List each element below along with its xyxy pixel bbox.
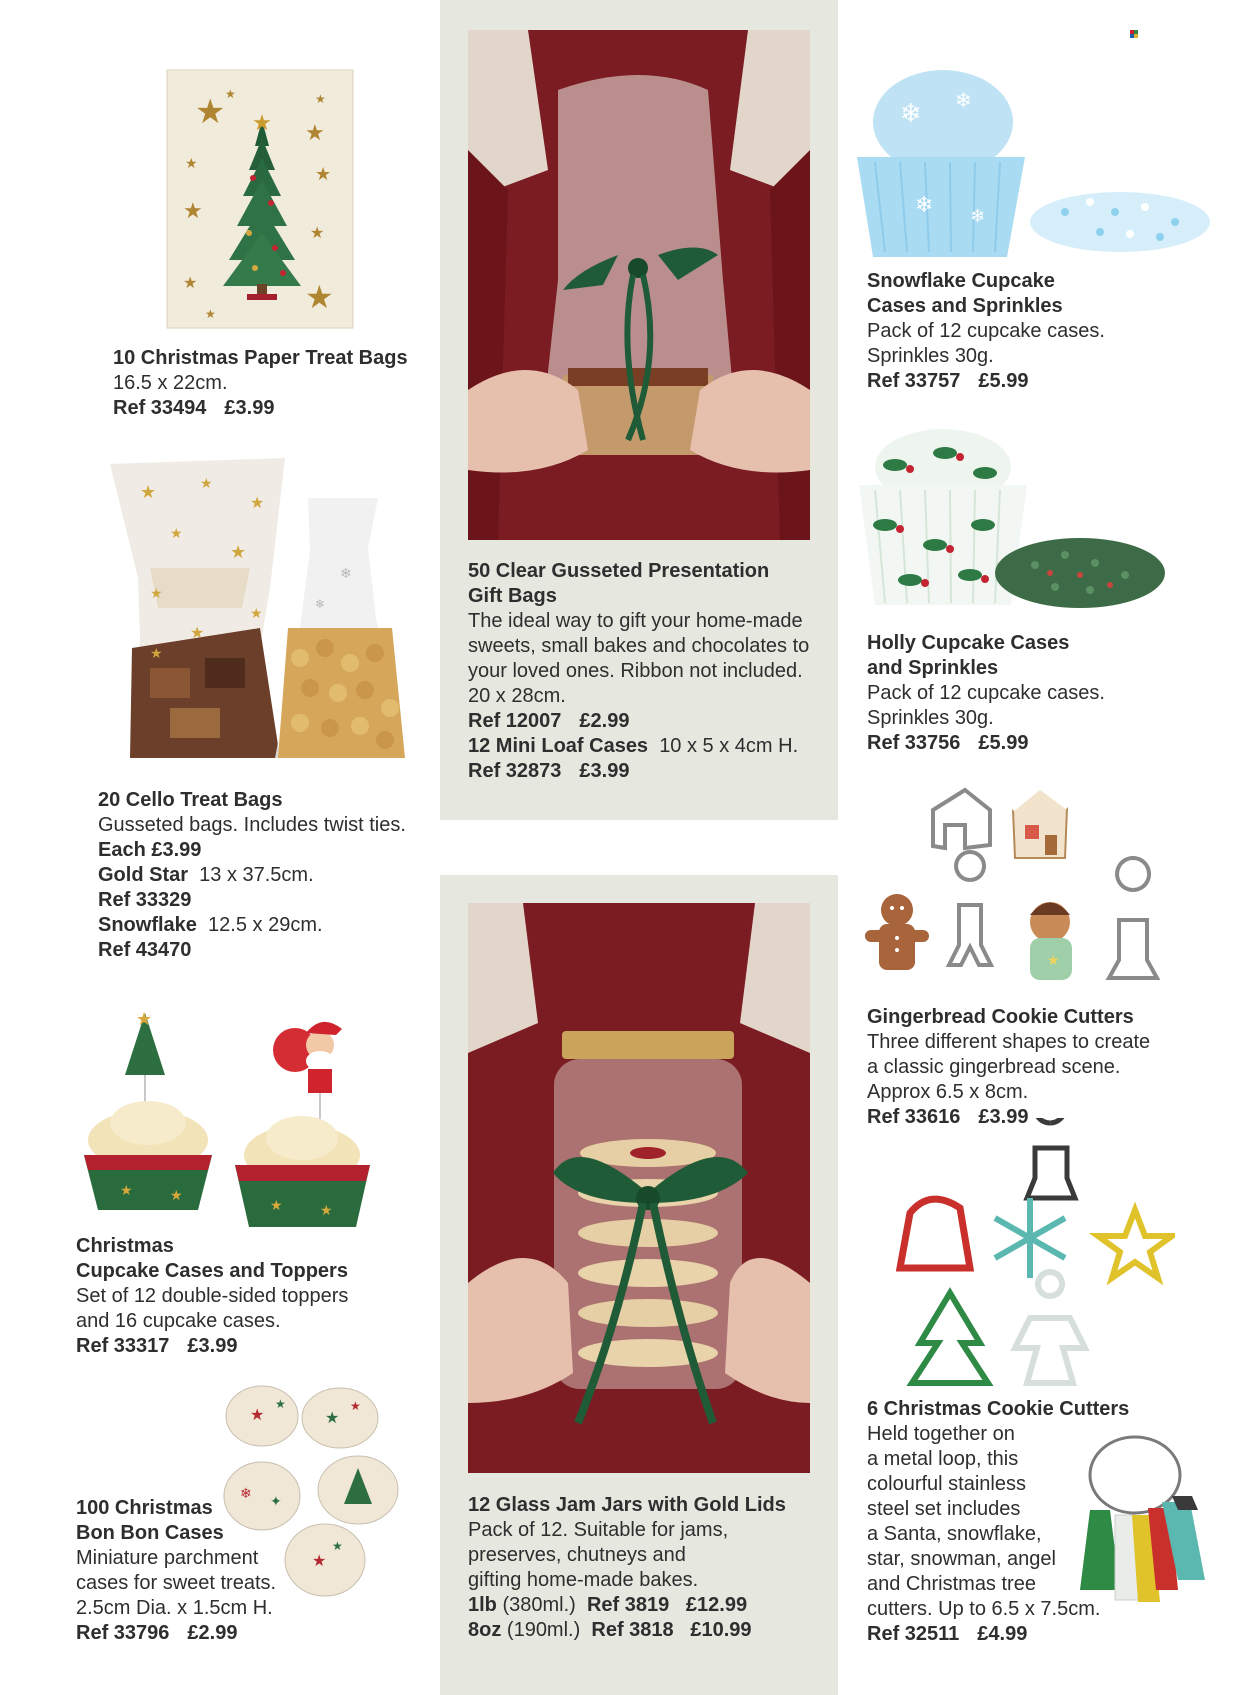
cello-bags-title: 20 Cello Treat Bags [98,789,283,811]
snowflake-cases-title-1: Snowflake Cupcake [867,270,1055,292]
loaf-cases-size: 10 x 5 x 4cm H. [659,735,799,757]
svg-text:★: ★ [250,605,263,621]
cupcake-toppers-title-1: Christmas [76,1235,174,1257]
gingerbread-desc-1: Three different shapes to create [867,1031,1151,1053]
svg-text:❄: ❄ [340,565,352,581]
cello-bags-desc: Gusseted bags. Includes twist ties. [98,814,406,836]
svg-text:★: ★ [225,87,236,101]
gingerbread-desc-2: a classic gingerbread scene. [867,1056,1121,1078]
bon-bon-desc-3: 2.5cm Dia. x 1.5cm H. [76,1597,273,1619]
jam-jars-info [468,1493,786,1643]
gingerbread-title: Gingerbread Cookie Cutters [867,1006,1134,1028]
cello-bags-each: Each £3.99 [98,839,202,861]
svg-text:★: ★ [315,92,326,106]
cupcake-toppers-price: £3.99 [187,1335,238,1357]
svg-text:★: ★ [205,307,216,321]
holly-cases-ref: Ref 33756 [867,732,961,754]
bon-bon-info [76,1496,276,1646]
corner-logo-icon [1130,30,1138,38]
gold-star-label: Gold Star [98,864,189,886]
christmas-cutters-desc-6: star, snowman, angel [867,1548,1056,1570]
svg-text:★: ★ [185,155,198,171]
svg-text:★: ★ [230,542,247,562]
holly-cases-info [867,631,1105,756]
svg-text:★: ★ [350,1399,361,1413]
holly-cases-desc-2: Sprinkles 30g. [867,707,994,729]
jar-8oz-size: 8oz [468,1619,502,1641]
svg-text:✦: ✦ [270,1493,282,1509]
svg-text:★: ★ [332,1539,343,1553]
bon-bon-desc-1: Miniature parchment [76,1547,259,1569]
jam-jars-desc-2: preserves, chutneys and [468,1544,686,1566]
cupcake-toppers-title-2: Cupcake Cases and Toppers [76,1260,348,1282]
gift-bags-desc-1: The ideal way to gift your home-made [468,610,803,632]
holly-cupcake-image [855,425,1165,630]
cutters-loop-image [1060,1430,1210,1615]
gold-star-size: 13 x 37.5cm. [199,864,314,886]
gingerbread-ref: Ref 33616 [867,1106,961,1128]
svg-text:★: ★ [170,525,183,541]
gift-bags-price: £2.99 [579,710,630,732]
paper-bags-ref: Ref 33494 [113,397,207,419]
gingerbread-info [867,1005,1150,1130]
svg-text:★: ★ [325,1410,340,1427]
svg-text:★: ★ [305,279,334,315]
snowflake-cases-desc-2: Sprinkles 30g. [867,345,994,367]
christmas-cutters-ref: Ref 32511 [867,1623,960,1645]
loaf-cases-price: £3.99 [579,760,630,782]
holly-cases-price: £5.99 [978,732,1029,754]
svg-text:★: ★ [270,1197,283,1213]
paper-treat-bag-image [165,68,355,330]
cupcake-toppers-desc-1: Set of 12 double-sided toppers [76,1285,349,1307]
holly-cases-desc-1: Pack of 12 cupcake cases. [867,682,1105,704]
christmas-cutters-desc-5: a Santa, snowflake, [867,1523,1042,1545]
cello-treat-bags-image [110,458,410,768]
jam-jars-desc-1: Pack of 12. Suitable for jams, [468,1519,729,1541]
jar-8oz-ref: Ref 3818 [591,1619,674,1641]
gift-bags-title-2: Gift Bags [468,585,557,607]
svg-text:❄: ❄ [970,206,986,226]
christmas-cutters-desc-2: a metal loop, this [867,1448,1019,1470]
svg-text:★: ★ [190,625,205,642]
bon-bon-price: £2.99 [187,1622,238,1644]
svg-text:★: ★ [1047,952,1060,968]
svg-text:★: ★ [310,225,325,242]
svg-text:❄: ❄ [955,90,972,112]
svg-text:★: ★ [183,275,198,292]
bon-bon-desc-2: cases for sweet treats. [76,1572,277,1594]
snowflake-cases-ref: Ref 33757 [867,370,961,392]
gift-bags-title-1: 50 Clear Gusseted Presentation [468,560,770,582]
snowflake-cupcake-image [855,62,1210,262]
snowflake-cases-price: £5.99 [978,370,1029,392]
snowflake-ref: Ref 43470 [98,939,192,961]
svg-text:★: ★ [275,1397,286,1411]
jar-1lb-price: £12.99 [685,1594,748,1616]
christmas-cutters-desc-7: and Christmas tree [867,1573,1036,1595]
bon-bon-ref: Ref 33796 [76,1622,170,1644]
svg-text:★: ★ [170,1187,183,1203]
paper-bags-info [113,346,408,421]
svg-text:★: ★ [150,645,163,661]
cupcake-toppers-ref: Ref 33317 [76,1335,170,1357]
svg-text:★: ★ [140,482,157,502]
svg-text:★: ★ [183,198,203,223]
bon-bon-title-1: 100 Christmas [76,1497,213,1519]
cupcake-toppers-info [76,1234,348,1359]
svg-text:★: ★ [250,495,265,512]
jam-jar-photo [468,903,810,1473]
jar-1lb-ref: Ref 3819 [586,1594,670,1616]
cupcake-toppers-image [80,1005,380,1245]
loaf-cases-ref: Ref 32873 [468,760,562,782]
gift-bags-desc-3: your loved ones. Ribbon not included. [468,660,803,682]
svg-text:★: ★ [120,1182,133,1198]
snowflake-cases-desc-1: Pack of 12 cupcake cases. [867,320,1105,342]
jar-8oz-price: £10.99 [690,1619,752,1641]
svg-text:★: ★ [320,1202,333,1218]
snowflake-size: 12.5 x 29cm. [208,914,323,936]
jar-1lb-ml: (380ml.) [502,1594,576,1616]
loaf-cases-title: 12 Mini Loaf Cases [468,735,649,757]
christmas-cutters-title: 6 Christmas Cookie Cutters [867,1398,1130,1420]
svg-text:❄: ❄ [915,192,934,217]
holly-cases-title-1: Holly Cupcake Cases [867,632,1070,654]
svg-text:★: ★ [136,1009,153,1029]
christmas-cutters-price: £4.99 [977,1623,1028,1645]
svg-text:★: ★ [200,475,213,491]
paper-bags-title: 10 Christmas Paper Treat Bags [113,347,408,369]
paper-bags-desc: 16.5 x 22cm. [113,372,228,394]
paper-bags-price: £3.99 [224,397,275,419]
gift-bags-ref: Ref 12007 [468,710,562,732]
bon-bon-title-2: Bon Bon Cases [76,1522,224,1544]
svg-text:★: ★ [150,585,163,601]
svg-text:★: ★ [250,1407,265,1424]
svg-text:★: ★ [305,120,325,145]
cello-bags-info [98,788,406,963]
svg-text:★: ★ [312,1553,327,1570]
jar-1lb-size: 1lb [468,1594,497,1616]
jar-8oz-ml: (190ml.) [506,1619,581,1641]
gift-bags-desc-2: sweets, small bakes and chocolates to [468,635,810,657]
gingerbread-desc-3: Approx 6.5 x 8cm. [867,1081,1029,1103]
gift-bag-photo [468,30,810,540]
christmas-cutters-desc-8: cutters. Up to 6.5 x 7.5cm. [867,1598,1101,1620]
jam-jars-desc-3: gifting home-made bakes. [468,1569,699,1591]
gingerbread-cutters-image [865,780,1175,1000]
snowflake-cases-info [867,269,1105,394]
svg-text:★: ★ [252,110,272,135]
holly-cases-title-2: and Sprinkles [867,657,999,679]
gingerbread-price: £3.99 [978,1106,1029,1128]
snowflake-cases-title-2: Cases and Sprinkles [867,295,1063,317]
gift-bags-desc-4: 20 x 28cm. [468,685,566,707]
christmas-cutters-image [890,1118,1175,1393]
christmas-cutters-desc-1: Held together on [867,1423,1015,1445]
cupcake-toppers-desc-2: and 16 cupcake cases. [76,1310,281,1332]
gift-bags-info [468,559,809,784]
jam-jars-title: 12 Glass Jam Jars with Gold Lids [468,1494,786,1516]
christmas-cutters-desc-4: steel set includes [867,1498,1021,1520]
svg-text:❄: ❄ [315,597,326,611]
snowflake-label: Snowflake [98,914,197,936]
svg-text:★: ★ [195,93,226,131]
svg-text:❄: ❄ [240,1485,252,1501]
christmas-cutters-desc-3: colourful stainless [867,1473,1026,1495]
svg-text:❄: ❄ [900,98,922,128]
gold-star-ref: Ref 33329 [98,889,192,911]
svg-text:★: ★ [315,164,332,184]
